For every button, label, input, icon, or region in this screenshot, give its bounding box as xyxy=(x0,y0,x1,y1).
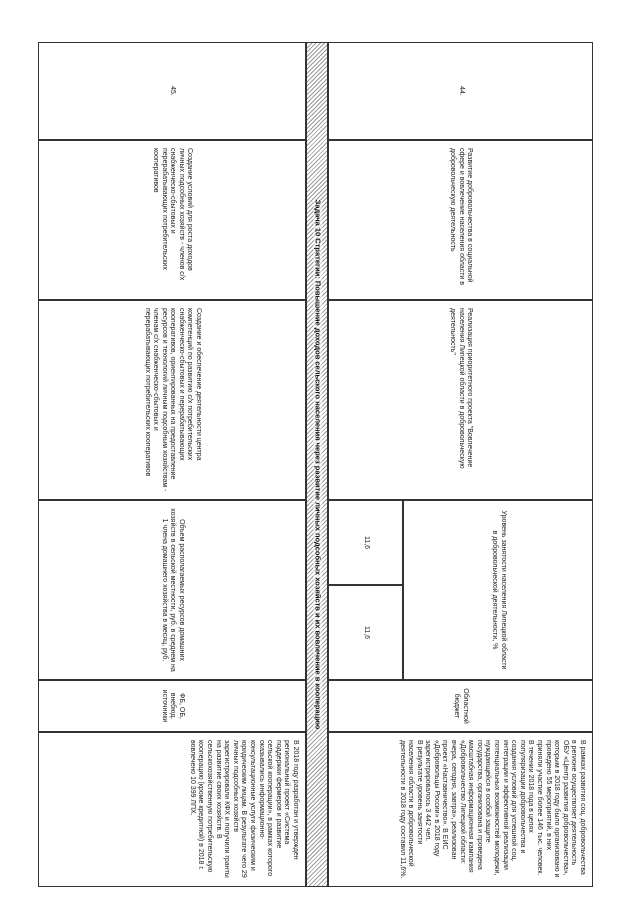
row-44-result-cell xyxy=(328,732,593,887)
row-44-value-2 xyxy=(328,585,403,680)
indicator-value: 11,6 xyxy=(362,535,370,550)
indicator-value: 11,6 xyxy=(362,625,370,640)
row-44-measure-cell xyxy=(328,300,593,500)
row-45-result-cell xyxy=(38,732,306,887)
row-44-goal: Развитие добровольчества в социальной сфере и вовлечение населения области в добровольческую деятельность xyxy=(449,148,474,287)
row-44-funding-cell xyxy=(328,680,593,732)
row-45-funding-cell xyxy=(38,680,306,732)
row-45-result: В 2018 году разработан и утвержден региональный проект «Система поддержки фермеров и развитие сельской кооперации», в рамках которого оказывались информационно-консультационные услуги физическим и юридическим лицам. В результате чего 29 личных подсобных хозяйств зарегистрировали КФХ и получили гранты на развитие своих хозяйств. В сельскохозяйственную потребительскую кооперацию (кроме кредитной) в 2018 г. вовлечено 10 399 ЛПХ. xyxy=(188,740,299,880)
row-45-number xyxy=(38,42,306,140)
row-45-indicator-cell xyxy=(38,500,306,680)
row-44-result: В рамках развития соц. добровольчества в регионе осуществляет деятельность ОБУ «Центр развития добровольчества», которым в 2018 году было организовано и проведено 55 мероприятий, в них приняли участие более 146 тыс. человек. В течении 2018 года в целях популяризации добровольчества и создания условий для успешной соц. интеграции и эффективной реализации потенциальных возможностей молодежи, нуждающейся в особой защите государства, организована и проведена масштабная информационная кампания «Добровольчество Липецкой области: вчера, сегодня, завтра», реализован проект «Наставничество». В ЕИС «Добровольцы России» в 2018 году зарегистрировалось 3 442 чел. В результате уровень занятости населения области в добровольческой деятельности в 2018 году составил 11,6%. xyxy=(398,740,586,879)
row-45-indicator: Объем располагаемых ресурсов домашних хозяйств в сельской местности, руб. в среднем на 1 члена домашнего хозяйства в месяц, руб. xyxy=(160,508,185,674)
section-title-wrap xyxy=(313,43,322,886)
row-45-goal: Создание условий для роста доходов личных подсобных хозяйств - членов с/х снабженческо-сбытовых и перерабатывающих потребительских кооперативов xyxy=(152,148,194,283)
row-number: 44. xyxy=(457,86,465,96)
row-45-funding: ФБ, ОБ, внебюд. источники xyxy=(160,689,185,723)
row-45-measure-cell xyxy=(38,300,306,500)
row-44-indicator-cell xyxy=(403,500,593,680)
row-44-funding: Областной бюджет xyxy=(453,688,470,726)
section-bar xyxy=(306,42,328,887)
section-title: Задача 10 Стратегии: Повышение доходов сельского населения через развитие личных подсобных хозяйств и их вовлечение в кооперацию xyxy=(313,199,323,730)
row-45-goal-cell xyxy=(38,140,306,300)
row-44-number xyxy=(328,42,593,140)
row-44-goal-cell xyxy=(328,140,593,300)
row-number: 45. xyxy=(169,86,177,96)
row-45-measure: Создание и обеспечение деятельности центра компетенций по развитию с/х потребительских снабженческо-сбытовых и перерабатывающих кооперативов, ориентированных на предоставление ресурсов и технологий личным подсобным хозяйствам - членам с/х снабженческо-сбытовых и перерабатывающих потребительских кооперативов xyxy=(143,308,203,494)
rotated-table xyxy=(38,42,593,887)
row-44-value-1 xyxy=(328,500,403,585)
row-44-indicator: Уровень занятости населения Липецкой области в добровольческой деятельности, % xyxy=(491,510,507,672)
row-44-measure: Реализация приоритетного проекта "Вовлечение населения Липецкой области в добровольческую деятельность" xyxy=(449,308,474,471)
